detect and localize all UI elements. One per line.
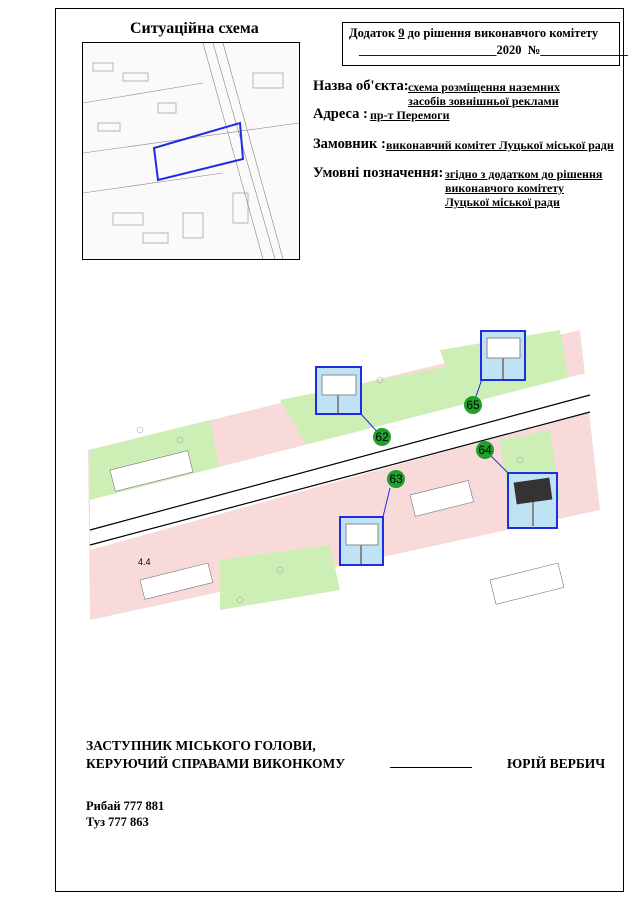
stamp-no: № [527,43,541,57]
marker-62[interactable] [373,428,391,446]
billboard-64[interactable] [508,473,557,528]
marker-65[interactable] [464,396,482,414]
address-label: Адреса : [313,106,368,122]
appendix-stamp: Додаток 9 до рішення виконавчого комітету ______________________2020 №______________ [342,22,620,66]
marker-63[interactable] [387,470,405,488]
signatory-position-2: КЕРУЮЧИЙ СПРАВАМИ ВИКОНКОМУ [86,756,346,771]
legend-value-3: Луцької міської ради [445,195,560,209]
address-value: пр-т Перемоги [370,108,450,122]
billboard-65[interactable] [481,331,525,380]
object-label: Назва об'єкта: [313,78,409,94]
stamp-year: 2020 [496,43,522,57]
marker-65-label: 65 [466,398,480,412]
appendix-number: 9 [398,26,405,40]
situation-map [82,42,300,260]
legend-value-1: згідно з додатком до рішення [445,167,603,181]
executor-1: Рибай 777 881 [86,799,165,813]
marker-64-label: 64 [478,443,492,457]
stamp-suffix: до рішення виконавчого комітету [407,26,599,40]
signature-line [390,754,472,768]
legend-label: Умовні позначення: [313,165,444,181]
site-plan-map [80,320,610,620]
legend-value-2: виконавчого комітету [445,181,564,195]
billboard-62[interactable] [316,367,361,414]
situation-title: Ситуаційна схема [130,20,259,37]
road-label: 4.4 [138,557,151,567]
billboard-63[interactable] [340,517,383,565]
marker-63-label: 63 [389,472,403,486]
stamp-prefix: Додаток [349,26,396,40]
customer-label: Замовник : [313,136,386,152]
signatory-position-1: ЗАСТУПНИК МІСЬКОГО ГОЛОВИ, [86,738,316,753]
executor-2: Туз 777 863 [86,815,149,829]
object-value-1: схема розміщення наземних [408,80,560,94]
marker-64[interactable] [476,441,494,459]
object-value-2: засобів зовнішньої реклами [408,94,559,108]
customer-value: виконавчий комітет Луцької міської ради [386,138,614,152]
marker-62-label: 62 [375,430,389,444]
signatory-name: ЮРІЙ ВЕРБИЧ [507,756,606,771]
